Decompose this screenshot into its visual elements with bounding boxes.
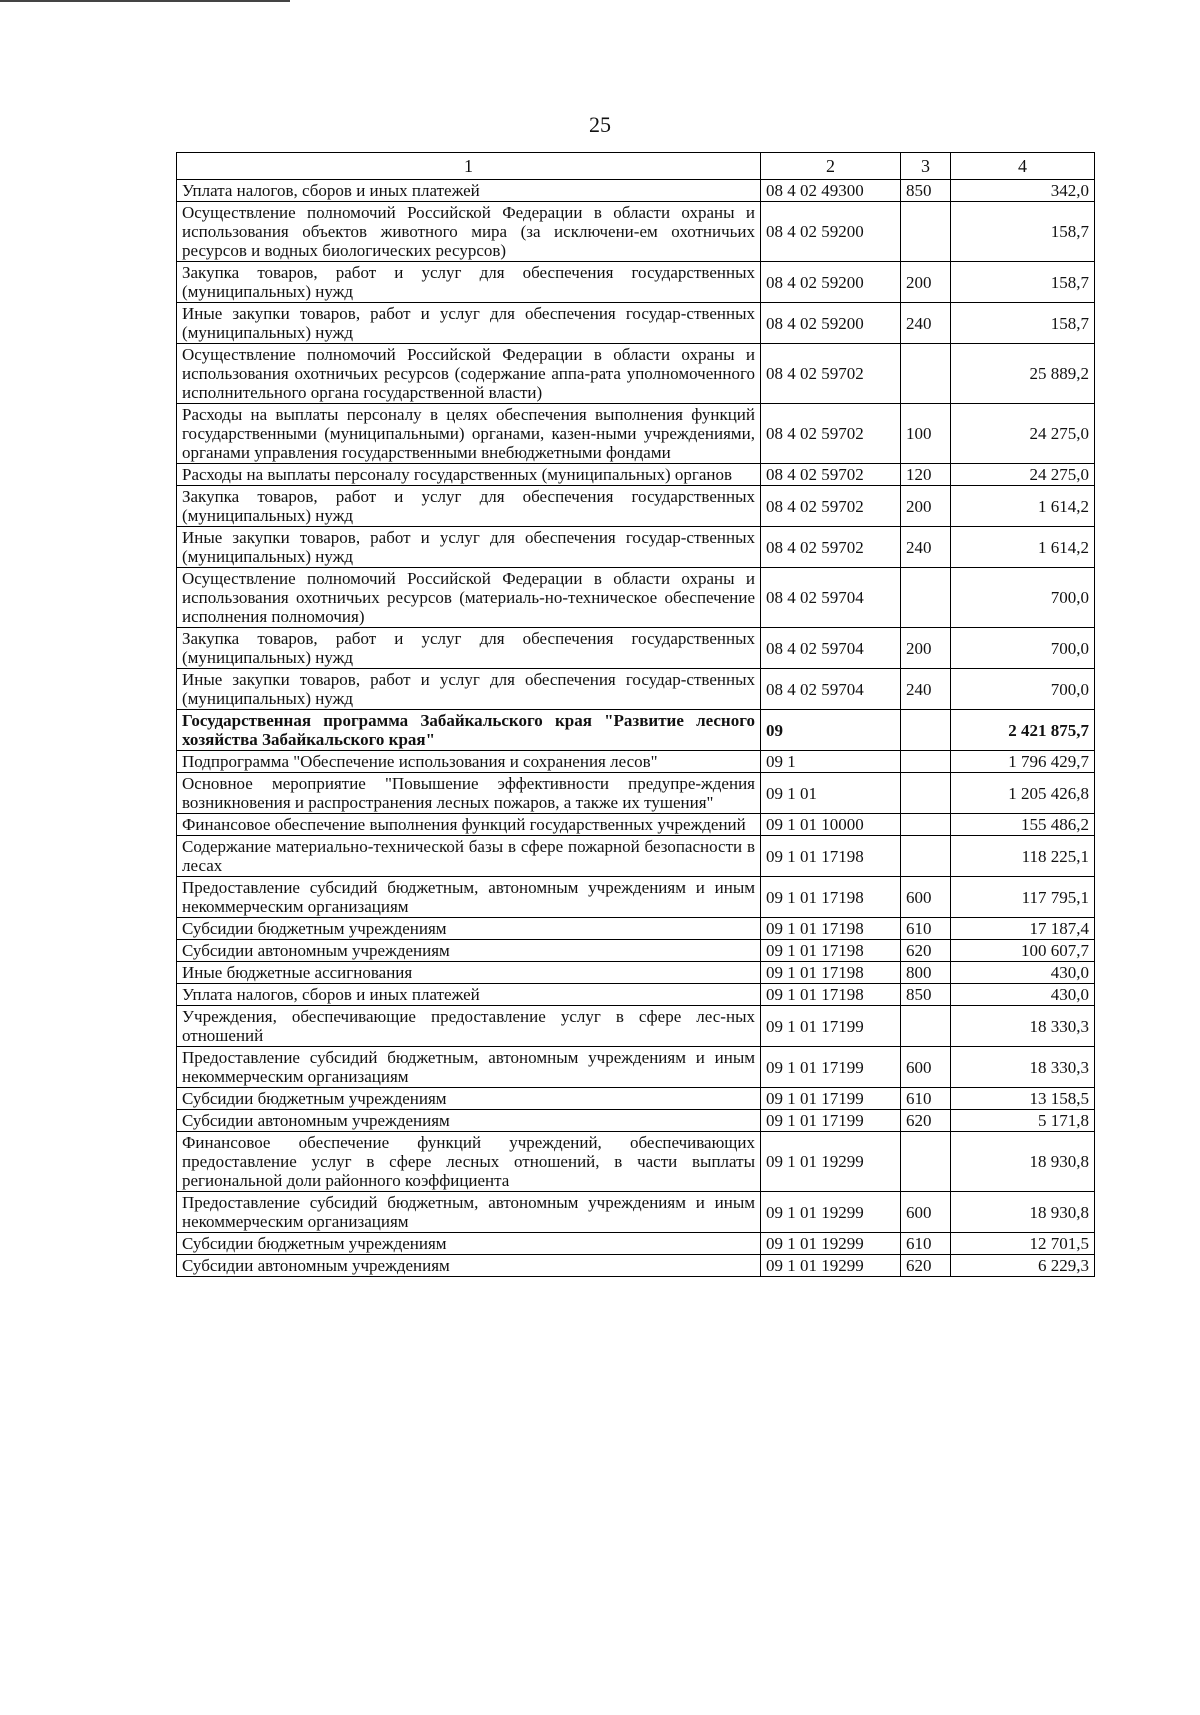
table-row xyxy=(177,918,1095,940)
row-code-cell: 09 1 01 17198 xyxy=(761,962,901,984)
row-amount-cell: 158,7 xyxy=(951,262,1095,303)
row-name-cell: Субсидии автономным учреждениям xyxy=(177,1255,761,1277)
row-amount-cell: 18 930,8 xyxy=(951,1192,1095,1233)
row-expense-type-cell xyxy=(901,710,951,751)
row-expense-type-cell xyxy=(901,568,951,628)
row-amount-cell: 155 486,2 xyxy=(951,814,1095,836)
row-name-cell: Учреждения, обеспечивающие предоставление услуг в сфере лес-ных отношений xyxy=(177,1006,761,1047)
table-row xyxy=(177,486,1095,527)
row-expense-type-cell: 620 xyxy=(901,1255,951,1277)
row-expense-type-cell: 600 xyxy=(901,877,951,918)
row-amount-cell: 13 158,5 xyxy=(951,1088,1095,1110)
table-row xyxy=(177,751,1095,773)
row-expense-type-cell: 240 xyxy=(901,527,951,568)
header-col-3: 3 xyxy=(901,153,951,180)
row-code-cell: 09 1 01 17199 xyxy=(761,1110,901,1132)
row-name-cell: Основное мероприятие "Повышение эффективности предупре-ждения возникновения и распространения лесных пожаров, а также их тушения" xyxy=(177,773,761,814)
row-expense-type-cell xyxy=(901,1132,951,1192)
row-name-cell: Иные закупки товаров, работ и услуг для обеспечения государ-ственных (муниципальных) нужд xyxy=(177,527,761,568)
table-row xyxy=(177,464,1095,486)
row-name-cell: Расходы на выплаты персоналу государственных (муниципальных) органов xyxy=(177,464,761,486)
row-name-cell: Иные закупки товаров, работ и услуг для обеспечения государ-ственных (муниципальных) нужд xyxy=(177,303,761,344)
header-col-1: 1 xyxy=(177,153,761,180)
table-row xyxy=(177,669,1095,710)
row-code-cell: 09 xyxy=(761,710,901,751)
row-expense-type-cell: 200 xyxy=(901,262,951,303)
row-name-cell: Осуществление полномочий Российской Федерации в области охраны и использования охотничьих ресурсов (материаль-но-техническое обеспечение исполнения полномочия) xyxy=(177,568,761,628)
row-expense-type-cell xyxy=(901,751,951,773)
row-name-cell: Финансовое обеспечение выполнения функций государственных учреждений xyxy=(177,814,761,836)
row-amount-cell: 342,0 xyxy=(951,180,1095,202)
row-code-cell: 08 4 02 59200 xyxy=(761,303,901,344)
row-code-cell: 09 1 01 10000 xyxy=(761,814,901,836)
row-expense-type-cell: 240 xyxy=(901,669,951,710)
row-expense-type-cell: 620 xyxy=(901,1110,951,1132)
table-row xyxy=(177,1047,1095,1088)
row-expense-type-cell xyxy=(901,202,951,262)
row-amount-cell: 117 795,1 xyxy=(951,877,1095,918)
row-expense-type-cell: 100 xyxy=(901,404,951,464)
row-code-cell: 08 4 02 59702 xyxy=(761,527,901,568)
row-amount-cell: 18 330,3 xyxy=(951,1047,1095,1088)
row-expense-type-cell: 200 xyxy=(901,628,951,669)
row-expense-type-cell: 610 xyxy=(901,1088,951,1110)
table-row xyxy=(177,404,1095,464)
row-code-cell: 09 1 01 17198 xyxy=(761,877,901,918)
table-row xyxy=(177,710,1095,751)
row-expense-type-cell xyxy=(901,344,951,404)
row-expense-type-cell: 240 xyxy=(901,303,951,344)
row-amount-cell: 700,0 xyxy=(951,568,1095,628)
row-code-cell: 08 4 02 59704 xyxy=(761,669,901,710)
page-number: 25 xyxy=(589,112,611,137)
header-col-2: 2 xyxy=(761,153,901,180)
row-code-cell: 08 4 02 59702 xyxy=(761,404,901,464)
row-code-cell: 09 1 01 19299 xyxy=(761,1255,901,1277)
row-code-cell: 09 1 01 19299 xyxy=(761,1132,901,1192)
row-name-cell: Субсидии бюджетным учреждениям xyxy=(177,1088,761,1110)
row-amount-cell: 430,0 xyxy=(951,962,1095,984)
table-row xyxy=(177,814,1095,836)
row-code-cell: 08 4 02 59702 xyxy=(761,486,901,527)
row-expense-type-cell: 800 xyxy=(901,962,951,984)
row-code-cell: 09 1 01 17199 xyxy=(761,1088,901,1110)
row-amount-cell: 700,0 xyxy=(951,669,1095,710)
row-code-cell: 09 1 01 17199 xyxy=(761,1047,901,1088)
row-code-cell: 08 4 02 59200 xyxy=(761,202,901,262)
row-name-cell: Финансовое обеспечение функций учреждений, обеспечивающих предоставление услуг в сфере лесных отношений, в части выплаты региональной доли районного коэффициента xyxy=(177,1132,761,1192)
table-row xyxy=(177,628,1095,669)
row-expense-type-cell xyxy=(901,836,951,877)
row-expense-type-cell: 200 xyxy=(901,486,951,527)
row-expense-type-cell: 600 xyxy=(901,1047,951,1088)
row-amount-cell: 1 614,2 xyxy=(951,486,1095,527)
row-code-cell: 08 4 02 59702 xyxy=(761,344,901,404)
row-code-cell: 09 1 01 19299 xyxy=(761,1192,901,1233)
table-row xyxy=(177,1192,1095,1233)
row-amount-cell: 700,0 xyxy=(951,628,1095,669)
table-row xyxy=(177,527,1095,568)
row-name-cell: Предоставление субсидий бюджетным, автономным учреждениям и иным некоммерческим организациям xyxy=(177,1192,761,1233)
row-code-cell: 09 1 01 17198 xyxy=(761,918,901,940)
row-amount-cell: 18 330,3 xyxy=(951,1006,1095,1047)
row-code-cell: 08 4 02 59702 xyxy=(761,464,901,486)
table-row xyxy=(177,984,1095,1006)
row-name-cell: Субсидии бюджетным учреждениям xyxy=(177,918,761,940)
row-amount-cell: 118 225,1 xyxy=(951,836,1095,877)
row-amount-cell: 24 275,0 xyxy=(951,464,1095,486)
row-amount-cell: 24 275,0 xyxy=(951,404,1095,464)
row-expense-type-cell: 600 xyxy=(901,1192,951,1233)
row-code-cell: 09 1 01 17198 xyxy=(761,940,901,962)
row-amount-cell: 430,0 xyxy=(951,984,1095,1006)
row-name-cell: Уплата налогов, сборов и иных платежей xyxy=(177,180,761,202)
row-name-cell: Субсидии автономным учреждениям xyxy=(177,1110,761,1132)
row-name-cell: Иные закупки товаров, работ и услуг для обеспечения государ-ственных (муниципальных) нужд xyxy=(177,669,761,710)
scan-top-rule xyxy=(0,0,290,2)
row-code-cell: 08 4 02 59200 xyxy=(761,262,901,303)
row-expense-type-cell xyxy=(901,814,951,836)
row-amount-cell: 12 701,5 xyxy=(951,1233,1095,1255)
row-code-cell: 08 4 02 49300 xyxy=(761,180,901,202)
table-row xyxy=(177,180,1095,202)
row-amount-cell: 5 171,8 xyxy=(951,1110,1095,1132)
row-expense-type-cell: 850 xyxy=(901,984,951,1006)
table-row xyxy=(177,1132,1095,1192)
row-code-cell: 09 1 01 19299 xyxy=(761,1233,901,1255)
row-name-cell: Уплата налогов, сборов и иных платежей xyxy=(177,984,761,1006)
row-expense-type-cell: 620 xyxy=(901,940,951,962)
row-name-cell: Осуществление полномочий Российской Федерации в области охраны и использования охотничьих ресурсов (содержание аппа-рата уполномоченного исполнительного органа государственной власти) xyxy=(177,344,761,404)
table-row xyxy=(177,1255,1095,1277)
row-expense-type-cell: 610 xyxy=(901,1233,951,1255)
row-code-cell: 08 4 02 59704 xyxy=(761,628,901,669)
table-row xyxy=(177,877,1095,918)
row-name-cell: Субсидии автономным учреждениям xyxy=(177,940,761,962)
table-row xyxy=(177,836,1095,877)
row-amount-cell: 158,7 xyxy=(951,303,1095,344)
row-name-cell: Предоставление субсидий бюджетным, автономным учреждениям и иным некоммерческим организациям xyxy=(177,877,761,918)
row-name-cell: Подпрограмма "Обеспечение использования и сохранения лесов" xyxy=(177,751,761,773)
row-code-cell: 09 1 xyxy=(761,751,901,773)
row-name-cell: Предоставление субсидий бюджетным, автономным учреждениям и иным некоммерческим организациям xyxy=(177,1047,761,1088)
row-amount-cell: 2 421 875,7 xyxy=(951,710,1095,751)
row-amount-cell: 1 205 426,8 xyxy=(951,773,1095,814)
row-amount-cell: 1 796 429,7 xyxy=(951,751,1095,773)
row-name-cell: Иные бюджетные ассигнования xyxy=(177,962,761,984)
row-amount-cell: 1 614,2 xyxy=(951,527,1095,568)
table-row xyxy=(177,262,1095,303)
row-code-cell: 09 1 01 17199 xyxy=(761,1006,901,1047)
row-code-cell: 08 4 02 59704 xyxy=(761,568,901,628)
row-name-cell: Государственная программа Забайкальского края "Развитие лесного хозяйства Забайкальского края" xyxy=(177,710,761,751)
table-row xyxy=(177,1110,1095,1132)
table-row xyxy=(177,962,1095,984)
row-name-cell: Субсидии бюджетным учреждениям xyxy=(177,1233,761,1255)
row-code-cell: 09 1 01 xyxy=(761,773,901,814)
table-row xyxy=(177,1233,1095,1255)
row-amount-cell: 18 930,8 xyxy=(951,1132,1095,1192)
row-name-cell: Закупка товаров, работ и услуг для обеспечения государственных (муниципальных) нужд xyxy=(177,628,761,669)
row-name-cell: Закупка товаров, работ и услуг для обеспечения государственных (муниципальных) нужд xyxy=(177,262,761,303)
row-expense-type-cell: 850 xyxy=(901,180,951,202)
table-row xyxy=(177,773,1095,814)
row-expense-type-cell xyxy=(901,773,951,814)
row-amount-cell: 25 889,2 xyxy=(951,344,1095,404)
row-amount-cell: 158,7 xyxy=(951,202,1095,262)
row-expense-type-cell: 120 xyxy=(901,464,951,486)
table-row xyxy=(177,303,1095,344)
table-row xyxy=(177,568,1095,628)
row-amount-cell: 17 187,4 xyxy=(951,918,1095,940)
header-row xyxy=(177,153,1095,180)
row-name-cell: Осуществление полномочий Российской Федерации в области охраны и использования объектов животного мира (за исключени-ем охотничьих ресурсов и водных биологических ресурсов) xyxy=(177,202,761,262)
row-name-cell: Расходы на выплаты персоналу в целях обеспечения выполнения функций государственными (муниципальными) органами, казен-ными учреждениями, органами управления государственными внебюджетными фондами xyxy=(177,404,761,464)
row-code-cell: 09 1 01 17198 xyxy=(761,984,901,1006)
table-row xyxy=(177,202,1095,262)
row-name-cell: Закупка товаров, работ и услуг для обеспечения государственных (муниципальных) нужд xyxy=(177,486,761,527)
row-code-cell: 09 1 01 17198 xyxy=(761,836,901,877)
budget-table xyxy=(176,152,1095,1277)
table-row xyxy=(177,1006,1095,1047)
row-name-cell: Содержание материально-технической базы в сфере пожарной безопасности в лесах xyxy=(177,836,761,877)
row-amount-cell: 6 229,3 xyxy=(951,1255,1095,1277)
header-col-4: 4 xyxy=(951,153,1095,180)
table-row xyxy=(177,1088,1095,1110)
table-row xyxy=(177,940,1095,962)
row-expense-type-cell: 610 xyxy=(901,918,951,940)
row-expense-type-cell xyxy=(901,1006,951,1047)
row-amount-cell: 100 607,7 xyxy=(951,940,1095,962)
table-row xyxy=(177,344,1095,404)
